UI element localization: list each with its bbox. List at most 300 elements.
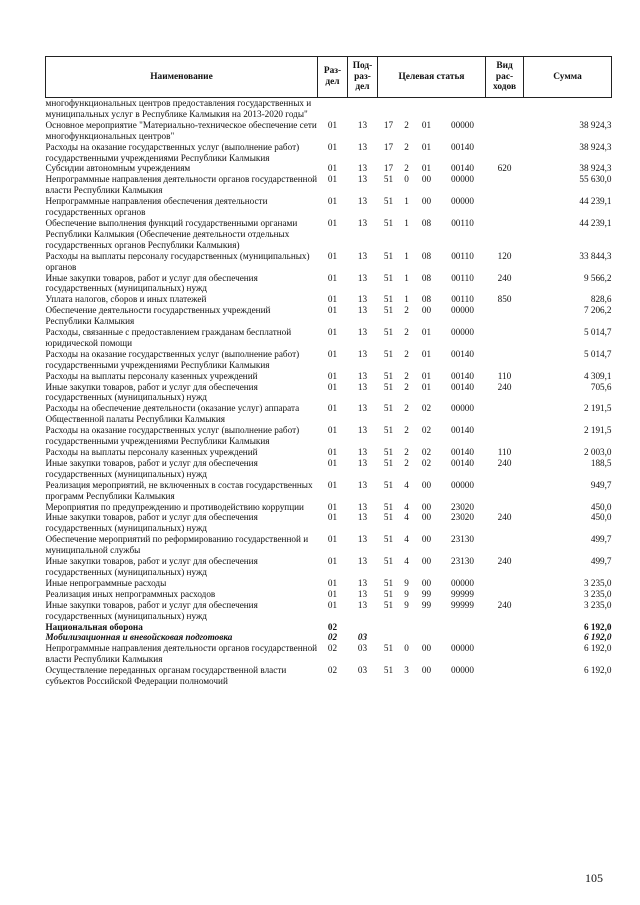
row-expense-type bbox=[486, 327, 524, 349]
row-target-direction: 00140 bbox=[451, 425, 474, 436]
row-target-program bbox=[378, 622, 400, 633]
row-target-program: 17 bbox=[383, 163, 394, 174]
row-sum: 705,6 bbox=[590, 381, 612, 392]
row-target-direction: 23020 bbox=[451, 512, 474, 523]
table-body bbox=[46, 98, 612, 687]
row-sum: 44 239,1 bbox=[579, 217, 612, 228]
row-target-program: 51 bbox=[383, 479, 394, 490]
row-sum: 44 239,1 bbox=[579, 196, 612, 207]
row-target-subprogram: 2 bbox=[404, 457, 409, 468]
row-target-program: 51 bbox=[383, 425, 394, 436]
row-podrazdel bbox=[348, 98, 378, 120]
row-podrazdel: 03 bbox=[357, 632, 368, 643]
row-razdel: 01 bbox=[327, 403, 338, 414]
row-target-program: 51 bbox=[383, 381, 394, 392]
table-row bbox=[46, 305, 612, 327]
row-target-event bbox=[414, 632, 440, 643]
table-row bbox=[46, 502, 612, 513]
row-expense-type bbox=[486, 403, 524, 425]
row-name: Иные закупки товаров, работ и услуг для обеспечения государственных (муниципальных) нужд bbox=[45, 457, 258, 479]
row-target-subprogram: 3 bbox=[404, 665, 409, 676]
table-row bbox=[46, 632, 612, 643]
row-target-program: 51 bbox=[383, 305, 394, 316]
row-target-event: 08 bbox=[421, 217, 432, 228]
row-podrazdel: 13 bbox=[357, 447, 368, 457]
row-name: Иные закупки товаров, работ и услуг для обеспечения государственных (муниципальных) нужд bbox=[45, 381, 258, 403]
row-name: Иные закупки товаров, работ и услуг для обеспечения государственных (муниципальных) нужд bbox=[45, 599, 258, 621]
row-razdel: 01 bbox=[327, 163, 338, 174]
row-target-program: 51 bbox=[383, 403, 394, 414]
table-row bbox=[46, 622, 612, 633]
row-target-subprogram bbox=[400, 98, 414, 120]
row-expense-type: 110 bbox=[497, 447, 512, 457]
row-target-event: 00 bbox=[421, 643, 432, 654]
row-target-event: 08 bbox=[421, 294, 432, 305]
row-podrazdel: 13 bbox=[357, 294, 368, 305]
row-name: Иные закупки товаров, работ и услуг для обеспечения государственных (муниципальных) нужд bbox=[45, 512, 258, 534]
row-name: Расходы на обеспечение деятельности (оказание услуг) аппарата Общественной палаты Республики Калмыкия bbox=[45, 403, 300, 425]
row-podrazdel: 13 bbox=[357, 250, 368, 261]
row-target-event: 99 bbox=[421, 588, 432, 599]
table-row bbox=[46, 556, 612, 578]
row-razdel: 01 bbox=[327, 272, 338, 283]
row-target-event: 00 bbox=[421, 556, 432, 567]
row-podrazdel: 13 bbox=[357, 457, 368, 468]
row-expense-type: 240 bbox=[497, 556, 512, 567]
row-podrazdel: 13 bbox=[357, 577, 368, 588]
row-expense-type: 240 bbox=[497, 512, 512, 523]
row-target-direction: 00140 bbox=[451, 370, 474, 381]
row-expense-type bbox=[486, 502, 524, 513]
row-razdel: 01 bbox=[327, 327, 338, 338]
row-name: Иные закупки товаров, работ и услуг для обеспечения государственных (муниципальных) нужд bbox=[45, 556, 258, 577]
row-target-direction bbox=[440, 632, 486, 643]
row-expense-type bbox=[486, 622, 524, 633]
row-target-event: 02 bbox=[421, 447, 432, 457]
row-sum: 4 309,1 bbox=[583, 370, 612, 381]
row-name: Обеспечение мероприятий по реформированию государственной и муниципальной службы bbox=[45, 534, 309, 556]
row-podrazdel: 13 bbox=[357, 479, 368, 490]
row-expense-type bbox=[486, 425, 524, 447]
row-target-event: 99 bbox=[421, 599, 432, 610]
row-sum: 9 566,2 bbox=[583, 272, 612, 283]
row-expense-type bbox=[486, 98, 524, 120]
row-name: Расходы на оказание государственных услуг (выполнение работ) государственными учреждениями Республики Калмыкия bbox=[45, 141, 300, 163]
row-razdel: 01 bbox=[327, 348, 338, 359]
table-row bbox=[46, 578, 612, 589]
row-name: Непрограммные направления деятельности органов государственной власти Республики Калмыкия bbox=[45, 174, 318, 196]
row-expense-type bbox=[486, 643, 524, 665]
row-expense-type: 240 bbox=[497, 599, 512, 610]
row-podrazdel: 13 bbox=[357, 141, 368, 152]
row-sum: 499,7 bbox=[590, 534, 612, 545]
budget-table bbox=[45, 56, 612, 687]
row-target-program bbox=[378, 98, 400, 120]
row-target-program bbox=[378, 632, 400, 643]
table-row bbox=[46, 273, 612, 295]
row-target-subprogram: 4 bbox=[404, 534, 409, 545]
row-target-subprogram: 9 bbox=[404, 588, 409, 599]
row-target-subprogram: 4 bbox=[404, 512, 409, 523]
row-target-direction: 23020 bbox=[451, 501, 474, 512]
row-razdel bbox=[318, 98, 348, 120]
table-row bbox=[46, 98, 612, 120]
row-target-event: 00 bbox=[421, 305, 432, 316]
row-name: Осуществление переданных органам государственной власти субъектов Российской Федерации полномочий bbox=[45, 665, 287, 687]
row-expense-type: 240 bbox=[497, 457, 512, 468]
row-razdel: 02 bbox=[327, 632, 338, 643]
row-podrazdel: 03 bbox=[357, 643, 368, 654]
row-podrazdel: 13 bbox=[357, 327, 368, 338]
row-target-event: 00 bbox=[421, 196, 432, 207]
row-target-direction: 00140 bbox=[451, 348, 474, 359]
row-target-subprogram: 0 bbox=[404, 643, 409, 654]
row-target-direction: 00140 bbox=[451, 447, 474, 457]
row-target-event: 02 bbox=[421, 457, 432, 468]
row-podrazdel: 13 bbox=[357, 556, 368, 567]
row-target-program: 51 bbox=[383, 643, 394, 654]
row-expense-type: 110 bbox=[497, 370, 512, 381]
row-expense-type: 620 bbox=[497, 163, 512, 174]
row-target-direction: 00140 bbox=[451, 457, 474, 468]
row-podrazdel: 13 bbox=[357, 501, 368, 512]
table-row bbox=[46, 163, 612, 174]
row-name: Непрограммные направления обеспечения деятельности государственных органов bbox=[45, 196, 268, 218]
row-target-program: 51 bbox=[383, 457, 394, 468]
row-target-program: 51 bbox=[383, 196, 394, 207]
row-razdel: 01 bbox=[327, 250, 338, 261]
row-razdel: 02 bbox=[327, 665, 338, 676]
row-expense-type: 240 bbox=[497, 272, 512, 283]
row-sum: 450,0 bbox=[590, 512, 612, 523]
row-sum: 7 206,2 bbox=[583, 305, 612, 316]
row-target-direction: 99999 bbox=[451, 588, 474, 599]
row-podrazdel: 13 bbox=[357, 534, 368, 545]
row-expense-type bbox=[486, 196, 524, 218]
row-name: Субсидии автономным учреждениям bbox=[45, 163, 191, 174]
row-target-direction: 23130 bbox=[451, 556, 474, 567]
row-razdel: 02 bbox=[327, 621, 338, 632]
row-sum: 828,6 bbox=[590, 294, 612, 305]
row-name: Мероприятия по предупреждению и противодействию коррупции bbox=[45, 501, 304, 512]
row-podrazdel: 13 bbox=[357, 217, 368, 228]
row-target-direction: 00000 bbox=[451, 665, 474, 676]
table-row bbox=[46, 349, 612, 371]
table-header bbox=[46, 57, 612, 98]
row-target-event: 01 bbox=[421, 348, 432, 359]
header-target: Целевая статья bbox=[378, 57, 486, 98]
row-podrazdel: 13 bbox=[357, 381, 368, 392]
row-name: Расходы на выплаты персоналу казенных учреждений bbox=[45, 447, 258, 457]
row-expense-type bbox=[486, 589, 524, 600]
table-row bbox=[46, 294, 612, 305]
row-name: Иные закупки товаров, работ и услуг для обеспечения государственных (муниципальных) нужд bbox=[45, 272, 258, 294]
row-razdel: 01 bbox=[327, 370, 338, 381]
row-name: Обеспечение выполнения функций государственными органами Республики Калмыкия (Обеспечение деятельности отдельных государственных органов Республики Калмыкия) bbox=[45, 217, 298, 250]
row-target-event: 01 bbox=[421, 119, 432, 130]
header-name: Наименование bbox=[46, 57, 318, 98]
row-target-direction bbox=[440, 98, 486, 120]
row-razdel: 01 bbox=[327, 599, 338, 610]
table-row bbox=[46, 218, 612, 251]
header-razdel: Раз- дел bbox=[318, 57, 348, 98]
row-target-event: 00 bbox=[421, 501, 432, 512]
row-target-direction: 23130 bbox=[451, 534, 474, 545]
row-target-event: 01 bbox=[421, 163, 432, 174]
row-razdel: 01 bbox=[327, 534, 338, 545]
row-razdel: 01 bbox=[327, 577, 338, 588]
table-row bbox=[46, 174, 612, 196]
row-target-subprogram: 0 bbox=[404, 174, 409, 185]
row-target-program: 51 bbox=[383, 370, 394, 381]
row-target-subprogram: 2 bbox=[404, 119, 409, 130]
row-sum: 38 924,3 bbox=[579, 141, 612, 152]
row-razdel: 02 bbox=[327, 643, 338, 654]
row-target-subprogram: 2 bbox=[404, 447, 409, 457]
row-sum: 38 924,3 bbox=[579, 119, 612, 130]
row-target-program: 17 bbox=[383, 119, 394, 130]
row-target-subprogram: 4 bbox=[404, 556, 409, 567]
row-target-event: 02 bbox=[421, 403, 432, 414]
table-row bbox=[46, 425, 612, 447]
row-name: Основное мероприятие "Материально-техническое обеспечение сети многофункциональных центров" bbox=[45, 119, 317, 141]
row-target-program: 51 bbox=[383, 250, 394, 261]
row-sum: 6 192,0 bbox=[583, 643, 612, 654]
row-name: Иные непрограммные расходы bbox=[45, 577, 167, 588]
row-expense-type bbox=[486, 218, 524, 251]
row-razdel: 01 bbox=[327, 294, 338, 305]
row-razdel: 01 bbox=[327, 501, 338, 512]
row-name: Реализация иных непрограммных расходов bbox=[45, 588, 216, 599]
row-expense-type: 120 bbox=[497, 250, 512, 261]
table-row bbox=[46, 251, 612, 273]
row-podrazdel: 03 bbox=[357, 665, 368, 676]
table-row bbox=[46, 382, 612, 404]
row-name: Расходы, связанные с предоставлением гражданам бесплатной юридической помощи bbox=[45, 327, 292, 348]
table-row bbox=[46, 403, 612, 425]
row-expense-type bbox=[486, 480, 524, 502]
row-target-event: 01 bbox=[421, 381, 432, 392]
row-expense-type bbox=[486, 534, 524, 556]
row-target-program: 51 bbox=[383, 217, 394, 228]
row-target-program: 51 bbox=[383, 272, 394, 283]
row-name: Национальная оборона bbox=[45, 621, 143, 632]
row-razdel: 01 bbox=[327, 588, 338, 599]
row-podrazdel: 13 bbox=[357, 348, 368, 359]
table-row bbox=[46, 589, 612, 600]
row-name: Уплата налогов, сборов и иных платежей bbox=[45, 294, 207, 305]
row-sum bbox=[524, 98, 612, 120]
row-target-direction: 99999 bbox=[451, 599, 474, 610]
row-podrazdel: 13 bbox=[357, 196, 368, 207]
row-razdel: 01 bbox=[327, 425, 338, 436]
row-podrazdel: 13 bbox=[357, 512, 368, 523]
row-target-program: 51 bbox=[383, 501, 394, 512]
row-sum: 450,0 bbox=[590, 501, 612, 512]
row-target-subprogram: 1 bbox=[404, 217, 409, 228]
row-razdel: 01 bbox=[327, 457, 338, 468]
row-target-event: 01 bbox=[421, 141, 432, 152]
row-target-subprogram: 1 bbox=[404, 294, 409, 305]
row-target-direction: 00000 bbox=[451, 479, 474, 490]
row-target-direction: 00110 bbox=[451, 272, 474, 283]
page-number: 105 bbox=[585, 871, 603, 885]
row-target-subprogram: 4 bbox=[404, 479, 409, 490]
row-target-event bbox=[414, 98, 440, 120]
row-target-event: 00 bbox=[421, 534, 432, 545]
table-row bbox=[46, 665, 612, 687]
row-target-program: 51 bbox=[383, 588, 394, 599]
row-expense-type bbox=[486, 349, 524, 371]
row-expense-type bbox=[486, 632, 524, 643]
table-row bbox=[46, 512, 612, 534]
table-row bbox=[46, 643, 612, 665]
table-row bbox=[46, 371, 612, 382]
row-target-direction: 00110 bbox=[451, 250, 474, 261]
row-target-direction: 00140 bbox=[451, 163, 474, 174]
row-podrazdel: 13 bbox=[357, 163, 368, 174]
row-name: Расходы на оказание государственных услуг (выполнение работ) государственными учреждениями Республики Калмыкия bbox=[45, 348, 300, 370]
row-podrazdel: 13 bbox=[357, 599, 368, 610]
row-target-program: 51 bbox=[383, 294, 394, 305]
row-name: Обеспечение деятельности государственных учреждений Республики Калмыкия bbox=[45, 305, 271, 327]
row-target-direction bbox=[440, 622, 486, 633]
row-razdel: 01 bbox=[327, 556, 338, 567]
row-name: многофункциональных центров предоставления государственных и муниципальных услуг в Республике Калмыкия на 2013-2020 годы" bbox=[45, 98, 312, 119]
row-expense-type bbox=[486, 142, 524, 164]
header-podrazdel: Под- раз- дел bbox=[348, 57, 378, 98]
row-razdel: 01 bbox=[327, 479, 338, 490]
table-row bbox=[46, 458, 612, 480]
table-row bbox=[46, 142, 612, 164]
row-podrazdel: 13 bbox=[357, 119, 368, 130]
row-target-direction: 00000 bbox=[451, 174, 474, 185]
row-target-subprogram: 2 bbox=[404, 425, 409, 436]
row-target-program: 51 bbox=[383, 577, 394, 588]
row-target-subprogram: 2 bbox=[404, 141, 409, 152]
row-target-event: 08 bbox=[421, 272, 432, 283]
row-target-subprogram: 2 bbox=[404, 403, 409, 414]
row-razdel: 01 bbox=[327, 119, 338, 130]
row-razdel: 01 bbox=[327, 381, 338, 392]
row-expense-type: 240 bbox=[497, 381, 512, 392]
row-target-program: 17 bbox=[383, 141, 394, 152]
row-target-event: 01 bbox=[421, 370, 432, 381]
row-target-subprogram: 4 bbox=[404, 501, 409, 512]
row-expense-type bbox=[486, 665, 524, 687]
row-target-event: 02 bbox=[421, 425, 432, 436]
row-target-subprogram: 1 bbox=[404, 196, 409, 207]
row-target-event bbox=[414, 622, 440, 633]
row-podrazdel: 13 bbox=[357, 425, 368, 436]
row-expense-type bbox=[486, 120, 524, 142]
row-sum: 2 191,5 bbox=[583, 403, 612, 414]
row-target-direction: 00110 bbox=[451, 294, 474, 305]
row-sum: 2 191,5 bbox=[583, 425, 612, 436]
row-expense-type bbox=[486, 305, 524, 327]
row-sum: 6 192,0 bbox=[583, 621, 612, 632]
table-row bbox=[46, 120, 612, 142]
row-target-subprogram bbox=[400, 632, 414, 643]
row-target-program: 51 bbox=[383, 512, 394, 523]
row-target-subprogram: 2 bbox=[404, 163, 409, 174]
row-target-program: 51 bbox=[383, 174, 394, 185]
row-target-subprogram: 2 bbox=[404, 370, 409, 381]
row-podrazdel: 13 bbox=[357, 174, 368, 185]
row-target-event: 00 bbox=[421, 665, 432, 676]
row-podrazdel bbox=[348, 622, 378, 633]
row-podrazdel: 13 bbox=[357, 588, 368, 599]
row-sum: 38 924,3 bbox=[579, 163, 612, 174]
row-target-direction: 00110 bbox=[451, 217, 474, 228]
row-target-direction: 00000 bbox=[451, 577, 474, 588]
row-target-program: 51 bbox=[383, 665, 394, 676]
row-target-program: 51 bbox=[383, 556, 394, 567]
row-expense-type bbox=[486, 578, 524, 589]
row-razdel: 01 bbox=[327, 141, 338, 152]
row-razdel: 01 bbox=[327, 174, 338, 185]
row-name: Мобилизационная и вневойсковая подготовка bbox=[45, 632, 233, 643]
row-sum: 6 192,0 bbox=[583, 665, 612, 676]
row-sum: 55 630,0 bbox=[579, 174, 612, 185]
row-target-program: 51 bbox=[383, 447, 394, 457]
row-razdel: 01 bbox=[327, 512, 338, 523]
row-razdel: 01 bbox=[327, 305, 338, 316]
row-target-direction: 00000 bbox=[451, 119, 474, 130]
row-name: Расходы на выплаты персоналу казенных учреждений bbox=[45, 370, 258, 381]
table-row bbox=[46, 447, 612, 458]
row-target-program: 51 bbox=[383, 534, 394, 545]
row-sum: 6 192,0 bbox=[583, 632, 612, 643]
row-target-direction: 00000 bbox=[451, 643, 474, 654]
row-target-subprogram: 1 bbox=[404, 250, 409, 261]
row-target-direction: 00000 bbox=[451, 196, 474, 207]
row-sum: 499,7 bbox=[590, 556, 612, 567]
table-row bbox=[46, 534, 612, 556]
row-target-subprogram: 2 bbox=[404, 327, 409, 338]
table-row bbox=[46, 600, 612, 622]
table-row bbox=[46, 196, 612, 218]
row-sum: 949,7 bbox=[590, 479, 612, 490]
row-target-subprogram: 9 bbox=[404, 599, 409, 610]
row-razdel: 01 bbox=[327, 217, 338, 228]
row-sum: 5 014,7 bbox=[583, 348, 612, 359]
row-target-program: 51 bbox=[383, 348, 394, 359]
row-name: Непрограммные направления деятельности органов государственной власти Республики Калмыкия bbox=[45, 643, 318, 665]
row-target-event: 00 bbox=[421, 577, 432, 588]
header-sum: Сумма bbox=[524, 57, 612, 98]
row-razdel: 01 bbox=[327, 447, 338, 457]
row-podrazdel: 13 bbox=[357, 370, 368, 381]
row-podrazdel: 13 bbox=[357, 305, 368, 316]
row-target-direction: 00000 bbox=[451, 327, 474, 338]
row-sum: 188,5 bbox=[590, 457, 612, 468]
table-row bbox=[46, 327, 612, 349]
row-target-subprogram: 9 bbox=[404, 577, 409, 588]
table-row bbox=[46, 480, 612, 502]
row-target-event: 01 bbox=[421, 327, 432, 338]
row-sum: 2 003,0 bbox=[583, 447, 612, 457]
row-target-subprogram: 2 bbox=[404, 381, 409, 392]
row-sum: 33 844,3 bbox=[579, 250, 612, 261]
row-target-direction: 00140 bbox=[451, 141, 474, 152]
row-target-program: 51 bbox=[383, 327, 394, 338]
row-sum: 3 235,0 bbox=[583, 588, 612, 599]
row-target-direction: 00140 bbox=[451, 381, 474, 392]
row-podrazdel: 13 bbox=[357, 403, 368, 414]
row-target-subprogram bbox=[400, 622, 414, 633]
row-sum: 3 235,0 bbox=[583, 577, 612, 588]
